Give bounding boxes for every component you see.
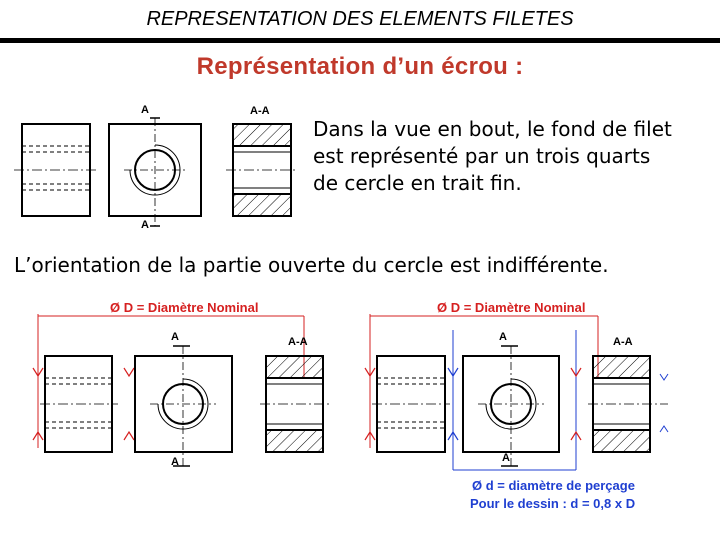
right-dimension-label: Ø D = Diamètre Nominal xyxy=(437,300,586,315)
top-label-a2: A xyxy=(141,219,149,231)
left-label-a: A xyxy=(171,331,179,343)
description-line-2: est représenté par un trois quarts xyxy=(313,144,651,168)
top-nut-drawing xyxy=(14,118,298,226)
left-nut-drawing xyxy=(33,314,330,466)
right-label-a2: A xyxy=(502,452,510,464)
right-section-hatch xyxy=(594,357,649,378)
section-title: Représentation d’un écrou : xyxy=(196,53,524,80)
left-section-hatch xyxy=(267,430,322,451)
description-line-3: de cercle en trait fin. xyxy=(313,171,522,195)
description-line-1: Dans la vue en bout, le fond de filet xyxy=(313,117,672,141)
page-title: REPRESENTATION DES ELEMENTS FILETES xyxy=(146,8,574,30)
right-drill-arrow xyxy=(660,426,668,432)
left-label-a2: A xyxy=(171,456,179,468)
right-label-a: A xyxy=(499,331,507,343)
orientation-note: L’orientation de la partie ouverte du cercle est indifférente. xyxy=(14,253,609,277)
left-dimension-label: Ø D = Diamètre Nominal xyxy=(110,300,259,315)
right-section-hatch xyxy=(594,430,649,451)
drill-formula-label: Pour le dessin : d = 0,8 x D xyxy=(470,496,636,511)
left-label-aa: A-A xyxy=(288,336,308,348)
top-section-hatch xyxy=(234,194,290,215)
left-dim-arrow xyxy=(124,432,134,440)
left-dim-arrow xyxy=(124,368,134,376)
drill-diameter-label: Ø d = diamètre de perçage xyxy=(472,478,635,493)
left-section-hatch xyxy=(267,357,322,378)
top-label-aa: A-A xyxy=(250,105,270,117)
right-drill-arrow xyxy=(660,374,668,380)
top-label-a: A xyxy=(141,104,149,116)
right-label-aa: A-A xyxy=(613,336,633,348)
top-section-hatch xyxy=(234,125,290,146)
